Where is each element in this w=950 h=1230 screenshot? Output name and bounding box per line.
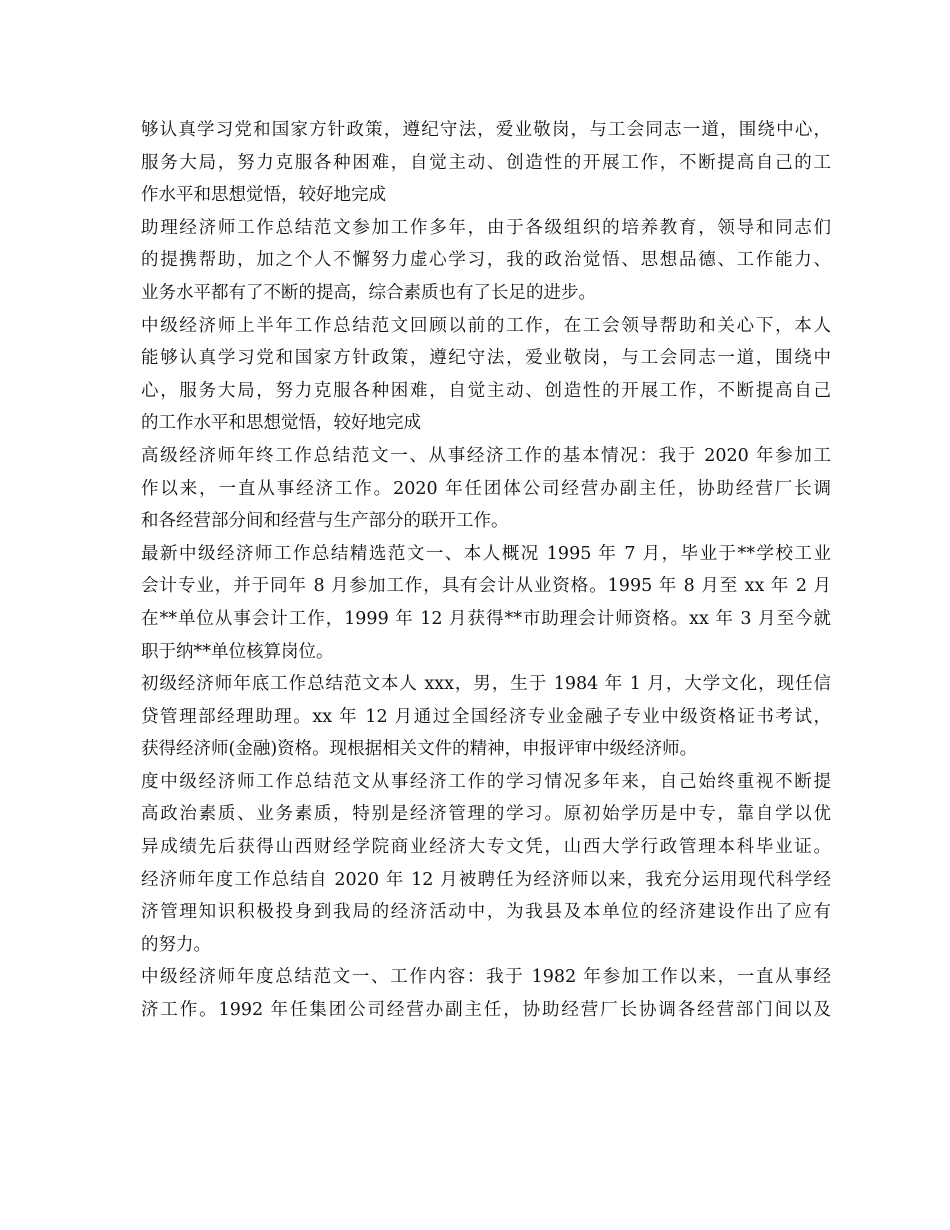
text-line: 济管理知识积极投身到我局的经济活动中，为我县及本单位的经济建设作出了应有 bbox=[141, 902, 831, 923]
text-line: 心，服务大局，努力克服各种困难，自觉主动、创造性的开展工作，不断提高自己 bbox=[141, 380, 831, 401]
text-line: 的工作水平和思想觉悟，较好地完成 bbox=[141, 413, 421, 434]
document-body bbox=[141, 114, 831, 1027]
text-line: 中级经济师上半年工作总结范文回顾以前的工作，在工会领导帮助和关心下，本人 bbox=[141, 315, 831, 336]
text-line: 获得经济师(金融)资格。现根据相关文件的精神，申报评审中级经济师。 bbox=[141, 739, 698, 760]
text-line: 能够认真学习党和国家方针政策，遵纪守法，爱业敬岗，与工会同志一道，围绕中 bbox=[141, 348, 831, 369]
text-line: 贷管理部经理助理。xx 年 12 月通过全国经济专业金融子专业中级资格证书考试， bbox=[141, 706, 831, 727]
text-line: 的提携帮助，加之个人不懈努力虚心学习，我的政治觉悟、思想品德、工作能力、 bbox=[141, 250, 831, 271]
text-line: 高政治素质、业务素质，特别是经济管理的学习。原初始学历是中专，靠自学以优 bbox=[141, 804, 831, 825]
text-line: 的努力。 bbox=[141, 934, 211, 955]
text-line: 作水平和思想觉悟，较好地完成 bbox=[141, 185, 386, 206]
text-line: 业务水平都有了不断的提高，综合素质也有了长足的进步。 bbox=[141, 282, 596, 303]
text-line: 作以来，一直从事经济工作。2020 年任团体公司经营办副主任，协助经营厂长调 bbox=[141, 478, 831, 499]
text-line: 和各经营部分间和经营与生产部分的联开工作。 bbox=[141, 511, 509, 532]
text-line: 职于纳**单位核算岗位。 bbox=[141, 641, 334, 662]
text-line: 最新中级经济师工作总结精选范文一、本人概况 1995 年 7 月，毕业于**学校工业 bbox=[141, 543, 831, 564]
text-line: 异成绩先后获得山西财经学院商业经济大专文凭，山西大学行政管理本科毕业证。 bbox=[141, 837, 831, 858]
text-line: 会计专业，并于同年 8 月参加工作，具有会计从业资格。1995 年 8 月至 xx 年 2 月 bbox=[141, 576, 831, 597]
text-line: 在**单位从事会计工作，1999 年 12 月获得**市助理会计师资格。xx 年 3 月至今就 bbox=[141, 608, 831, 629]
text-line: 初级经济师年底工作总结范文本人 xxx，男，生于 1984 年 1 月，大学文化，现任信 bbox=[141, 674, 831, 695]
text-line: 经济师年度工作总结自 2020 年 12 月被聘任为经济师以来，我充分运用现代科学经 bbox=[141, 869, 831, 890]
text-line: 高级经济师年终工作总结范文一、从事经济工作的基本情况：我于 2020 年参加工 bbox=[141, 445, 831, 466]
text-line: 度中级经济师工作总结范文从事经济工作的学习情况多年来，自己始终重视不断提 bbox=[141, 771, 831, 792]
text-line: 服务大局，努力克服各种困难，自觉主动、创造性的开展工作，不断提高自己的工 bbox=[141, 152, 831, 173]
text-line: 够认真学习党和国家方针政策，遵纪守法，爱业敬岗，与工会同志一道，围绕中心， bbox=[141, 120, 831, 140]
text-line: 济工作。1992 年任集团公司经营办副主任，协助经营厂长协调各经营部门间以及 bbox=[141, 1000, 831, 1021]
text-line: 中级经济师年度总结范文一、工作内容：我于 1982 年参加工作以来，一直从事经 bbox=[141, 967, 831, 988]
text-line: 助理经济师工作总结范文参加工作多年，由于各级组织的培养教育，领导和同志们 bbox=[141, 217, 831, 238]
